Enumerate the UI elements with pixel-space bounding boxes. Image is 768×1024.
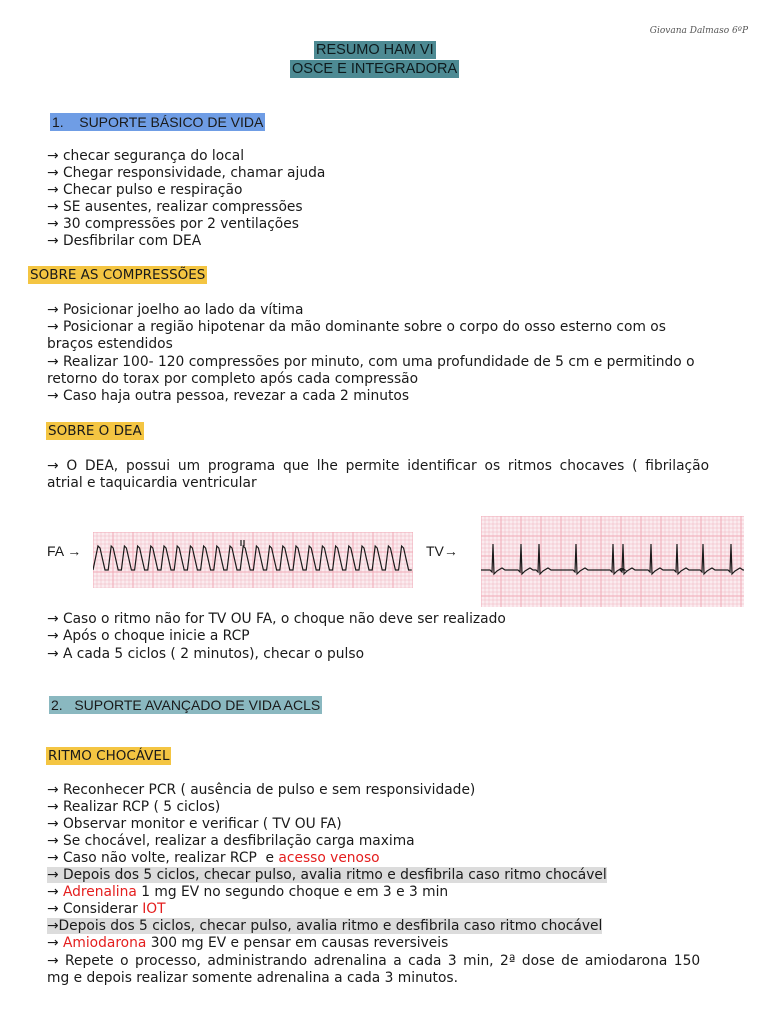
list-item: → Reconhecer PCR ( ausência de pulso e sem responsividade) (47, 782, 476, 798)
list-item: → Caso o ritmo não for TV OU FA, o choque não deve ser realizado (47, 611, 506, 627)
dea-paragraph-line2: atrial e taquicardia ventricular (47, 475, 257, 491)
list-item-text: →Depois dos 5 ciclos, checar pulso, avalia ritmo e desfibrila caso ritmo chocável (47, 918, 603, 934)
list-item: → Chegar responsividade, chamar ajuda (47, 165, 326, 181)
list-item-text: 1 mg EV no segundo choque e em 3 e 3 min (136, 884, 449, 900)
tv-ecg-strip (481, 516, 744, 607)
list-item: → Realizar RCP ( 5 ciclos) (47, 799, 221, 815)
list-item: → Se chocável, realizar a desfibrilação carga maxima (47, 833, 415, 849)
document-subtitle: OSCE E INTEGRADORA (292, 61, 458, 77)
list-item: → Posicionar a região hipotenar da mão dominante sobre o corpo do osso esterno com os (47, 319, 666, 335)
list-item: → Checar pulso e respiração (47, 182, 243, 198)
acesso-venoso-highlight: acesso venoso (278, 850, 380, 866)
list-item (47, 850, 380, 867)
ritmo-heading: RITMO CHOCÁVEL (48, 748, 170, 764)
list-item: → 30 compressões por 2 ventilações (47, 216, 299, 232)
list-item: → checar segurança do local (47, 148, 245, 164)
dea-heading: SOBRE O DEA (48, 423, 142, 439)
list-item-text: → Considerar (47, 901, 143, 917)
list-item (47, 901, 166, 918)
tv-label: TV→ (426, 543, 458, 559)
document-title: RESUMO HAM VI (316, 42, 434, 58)
list-item-text: → (47, 884, 63, 900)
list-item: → Após o choque inicie a RCP (47, 628, 250, 644)
iot-highlight: IOT (142, 901, 166, 917)
author-signature: Giovana Dalmaso 6ºP (649, 26, 748, 36)
section2-heading: 2. SUPORTE AVANÇADO DE VIDA ACLS (51, 697, 321, 713)
list-item (47, 867, 607, 884)
list-item: → SE ausentes, realizar compressões (47, 199, 303, 215)
dea-paragraph-line1: → O DEA, possui um programa que lhe permite identificar os ritmos chocaves ( fibrilação (47, 458, 710, 474)
list-item (47, 918, 602, 935)
list-item: mg e depois realizar somente adrenalina a cada 3 minutos. (47, 970, 458, 986)
list-item-text: → Caso não volte, realizar RCP e (47, 850, 279, 866)
section1-heading: 1. SUPORTE BÁSICO DE VIDA (52, 114, 264, 130)
list-item (47, 884, 448, 901)
list-item: → Repete o processo, administrando adrenalina a cada 3 min, 2ª dose de amiodarona 150 (47, 953, 701, 969)
fa-label: FA → (47, 543, 82, 559)
fa-ecg-strip (93, 532, 413, 588)
list-item: braços estendidos (47, 336, 173, 352)
list-item: → A cada 5 ciclos ( 2 minutos), checar o pulso (47, 646, 365, 662)
list-item: → Observar monitor e verificar ( TV OU FA) (47, 816, 342, 832)
list-item-text: → (47, 935, 63, 951)
list-item-text: 300 mg EV e pensar em causas reversiveis (146, 935, 449, 951)
list-item: → Posicionar joelho ao lado da vítima (47, 302, 304, 318)
compressoes-heading: SOBRE AS COMPRESSÕES (30, 267, 206, 283)
list-item: → Caso haja outra pessoa, revezar a cada 2 minutos (47, 388, 410, 404)
list-item-text: → Depois dos 5 ciclos, checar pulso, avalia ritmo e desfibrila caso ritmo chocável (47, 867, 607, 883)
list-item: → Realizar 100- 120 compressões por minuto, com uma profundidade de 5 cm e permitindo o (47, 354, 695, 370)
list-item: → Desfibrilar com DEA (47, 233, 202, 249)
amiodarona-highlight: Amiodarona (62, 935, 147, 951)
adrenalina-highlight: Adrenalina (62, 884, 137, 900)
list-item: retorno do torax por completo após cada compressão (47, 371, 419, 387)
list-item (47, 935, 448, 952)
